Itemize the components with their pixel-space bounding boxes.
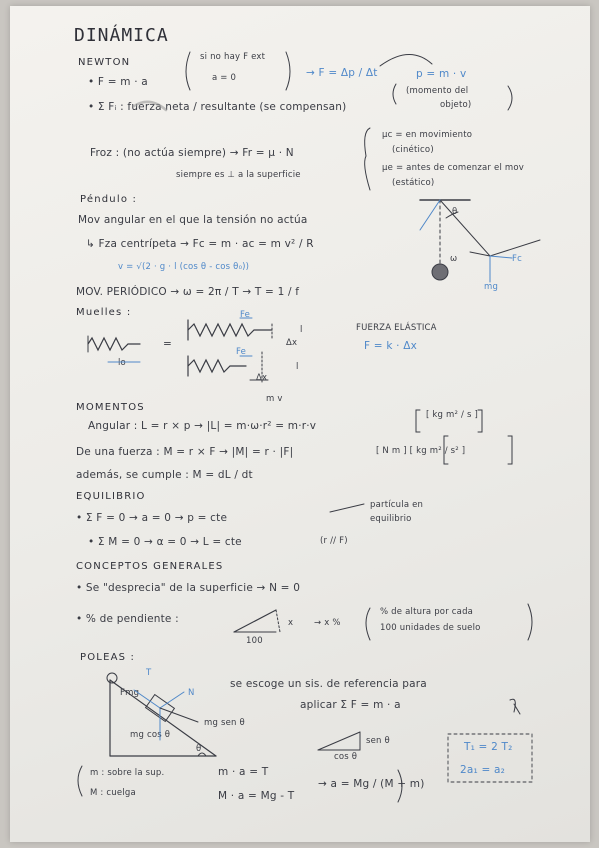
pulley-mgsen: mg sen θ xyxy=(204,718,245,728)
mass-M-label: M : cuelga xyxy=(90,788,136,798)
spring-dx-bottom: Δx xyxy=(256,373,268,383)
tension-relation: T₁ = 2 T₂ xyxy=(464,741,513,753)
equilibrium-torque-note: (r // F) xyxy=(320,536,348,546)
moments-heading: MOMENTOS xyxy=(76,402,145,413)
spring-l-top: l xyxy=(300,325,303,335)
slope-percent: • % de pendiente : xyxy=(76,613,179,625)
page-title: DINÁMICA xyxy=(74,25,169,46)
apply-newton: aplicar Σ F = m · a xyxy=(300,699,401,711)
pulley-theta: θ xyxy=(196,744,202,754)
moments-relation: además, se cumple : M = dL / dt xyxy=(76,469,253,481)
angular-momentum: Angular : L = r × p → |L| = m·ω·r² = m·r·v xyxy=(88,420,317,432)
newton-condition-2: a = 0 xyxy=(212,73,237,83)
pulley-tension: T xyxy=(146,668,152,678)
detach-surface: • Se "desprecia" de la superficie → N = 0 xyxy=(76,582,301,594)
equilibrium-note-2: equilibrio xyxy=(370,514,412,524)
pulleys-heading: POLEAS : xyxy=(80,652,136,663)
net-force-line: • Σ Fᵢ : fuerza neta / resultante (se compensan) xyxy=(88,101,347,113)
pulley-mgcos: mg cos θ xyxy=(130,730,171,740)
acceleration-relation: 2a₁ = a₂ xyxy=(460,764,506,776)
concepts-heading: CONCEPTOS GENERALES xyxy=(76,561,224,572)
newton-momentum-equation: → F = Δp / Δt xyxy=(306,67,378,79)
hooke-law: F = k · Δx xyxy=(364,340,418,352)
slope-x-percent: → x % xyxy=(314,618,341,628)
momentum-label-2: objeto) xyxy=(440,100,472,110)
spring-l-bottom: l xyxy=(296,362,299,372)
spring-dx-top: Δx xyxy=(286,338,298,348)
velocity-formula: v = √(2 · g · l (cos θ - cos θ₀)) xyxy=(118,262,250,272)
momentum-label-1: (momento del xyxy=(406,86,469,96)
spring-rest-length: lo xyxy=(118,358,126,368)
spring-fe-bottom: Fe xyxy=(236,347,247,357)
torque: De una fuerza : M = r × F → |M| = r · |F| xyxy=(76,446,294,458)
mu-static-label: (estático) xyxy=(392,178,435,188)
torque-units: [ N m ] [ kg m² / s² ] xyxy=(376,446,466,456)
friction-equation: Froz : (no actúa siempre) → Fr = μ · N xyxy=(90,147,294,159)
mu-static: μe = antes de comenzar el mov xyxy=(382,163,525,173)
slope-x: x xyxy=(288,618,294,628)
pendulum-omega: ω xyxy=(450,254,458,264)
pendulum-fc: Fc xyxy=(512,254,522,264)
newton-condition-1: si no hay F ext xyxy=(200,52,266,62)
equation-m: m · a = T xyxy=(218,766,269,778)
equation-M: M · a = Mg - T xyxy=(218,790,295,802)
elastic-force-label: FUERZA ELÁSTICA xyxy=(356,323,437,333)
slope-note-2: 100 unidades de suelo xyxy=(380,623,481,633)
slope-hundred: 100 xyxy=(246,636,263,646)
equilibrium-torque: • Σ M = 0 → α = 0 → L = cte xyxy=(88,536,242,548)
mu-kinetic: μc = en movimiento xyxy=(382,130,473,140)
friction-normal-note: siempre es ⊥ a la superficie xyxy=(176,170,301,180)
spring-equals: = xyxy=(163,338,172,350)
equilibrium-note-1: partícula en xyxy=(370,500,424,510)
centripetal-force: ↳ Fza centrípeta → Fc = m · ac = m v² / R xyxy=(86,238,314,250)
mu-kinetic-label: (cinético) xyxy=(392,145,434,155)
momentum-definition: p = m · v xyxy=(416,68,467,80)
pulley-fmg: Fmg xyxy=(120,688,140,698)
periodic-motion: MOV. PERIÓDICO → ω = 2π / T → T = 1 / f xyxy=(76,286,300,298)
equilibrium-force: • Σ F = 0 → a = 0 → p = cte xyxy=(76,512,228,524)
pendulum-description: Mov angular en el que la tensión no actúa xyxy=(78,214,308,226)
pendulum-mg: mg xyxy=(484,282,499,292)
pendulum-heading: Péndulo : xyxy=(80,194,138,205)
spring-fe-top: Fe xyxy=(240,310,251,320)
equilibrium-heading: EQUILIBRIO xyxy=(76,491,146,502)
pendulum-theta: θ xyxy=(452,207,458,217)
springs-heading: Muelles : xyxy=(76,307,132,318)
moments-mv: m v xyxy=(266,394,283,404)
pulley-result: → a = Mg / (M + m) xyxy=(318,778,425,790)
reference-frame-note: se escoge un sis. de referencia para xyxy=(230,678,427,690)
slope-note-1: % de altura por cada xyxy=(380,607,474,617)
angular-momentum-units: [ kg m² / s ] xyxy=(426,410,479,420)
triangle-sen: sen θ xyxy=(366,736,390,746)
triangle-cos: cos θ xyxy=(334,752,358,762)
pulley-normal: N xyxy=(188,688,195,698)
newton-force-equation: • F = m · a xyxy=(88,76,148,88)
newton-heading: NEWTON xyxy=(78,57,131,68)
mass-m-label: m : sobre la sup. xyxy=(90,768,165,778)
